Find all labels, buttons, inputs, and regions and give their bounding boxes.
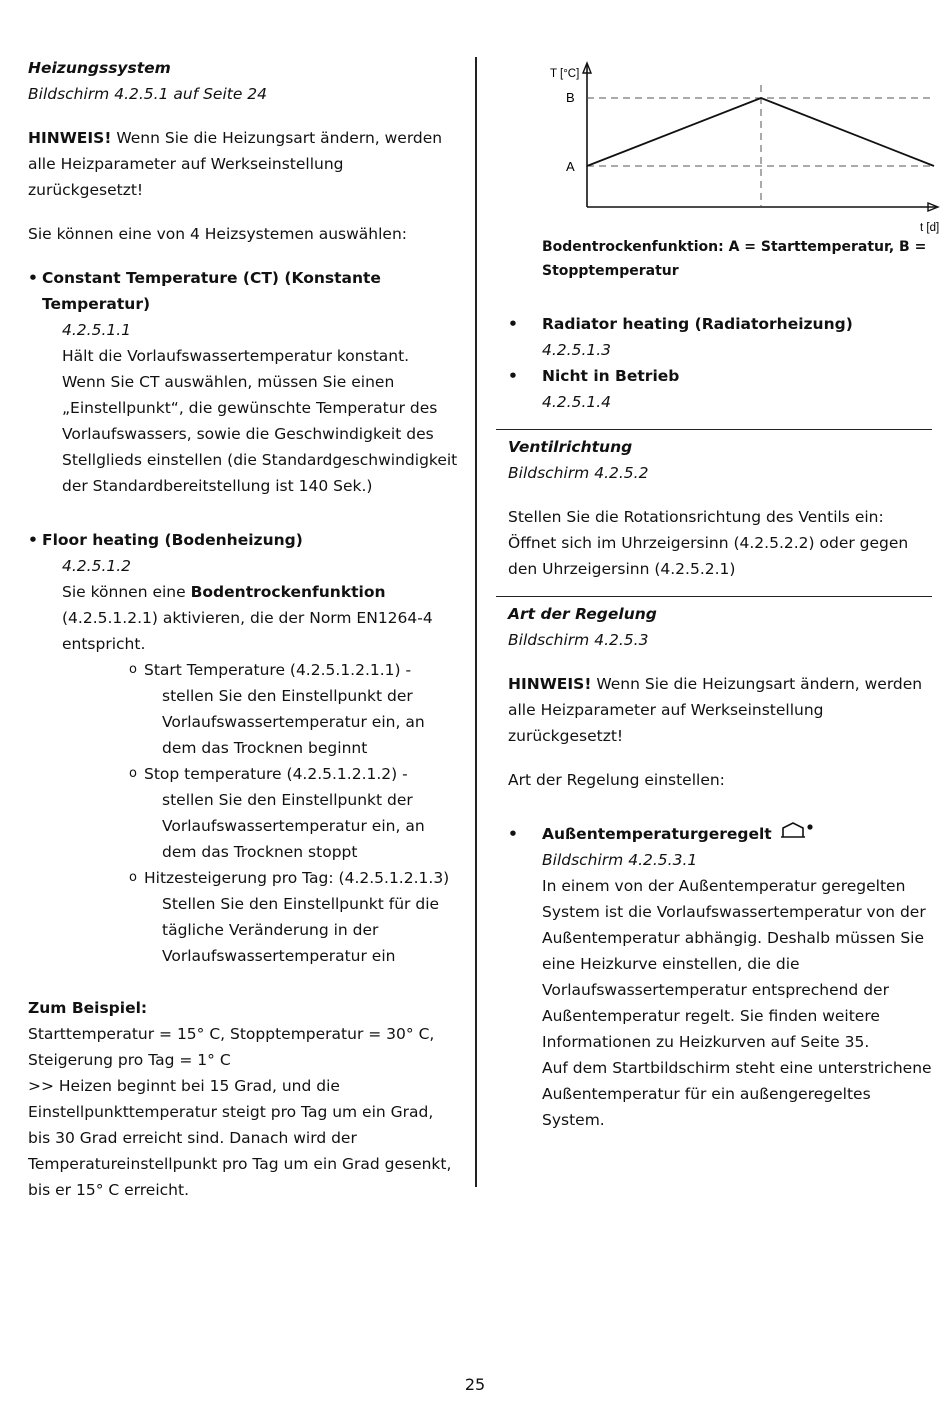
- ct-line: Stellglieds einstellen (die Standardgeschwindigkeit: [62, 451, 458, 469]
- outdoor-line: System ist die Vorlaufswassertemperatur von der: [542, 903, 926, 921]
- outdoor-line: eine Heizkurve einstellen, die die: [542, 955, 800, 973]
- floor-text-1: [28, 579, 458, 605]
- notice-right: [508, 671, 936, 697]
- sub-line: dem das Trocknen stoppt: [162, 843, 358, 861]
- notice-label-right: HINWEIS!: [508, 675, 592, 693]
- sub-line: dem das Trocknen beginnt: [162, 739, 368, 757]
- sub-marker: o: [129, 870, 137, 885]
- page-number: 25: [464, 1375, 486, 1394]
- sub-line: Stellen Sie den Einstellpunkt für die: [162, 895, 440, 913]
- section-rule: [496, 429, 932, 430]
- example-line: >> Heizen beginnt bei 15 Grad, und die: [28, 1077, 340, 1095]
- valve-line: Öffnet sich im Uhrzeigersinn (4.2.5.2.2) oder gegen: [508, 534, 909, 552]
- sub-line: tägliche Veränderung in der: [162, 921, 379, 939]
- ct-line: Hält die Vorlaufswassertemperatur konstant.: [62, 347, 410, 365]
- notice: [28, 125, 458, 151]
- section-rule: [496, 596, 932, 597]
- example-title: Zum Beispiel:: [28, 999, 148, 1017]
- drying-curve: [587, 98, 934, 166]
- section-ref: Bildschirm 4.2.5.1 auf Seite 24: [28, 85, 268, 103]
- sub-marker: o: [129, 662, 137, 677]
- house-outdoor-icon: [780, 821, 816, 841]
- bullet-dot: •: [508, 315, 518, 333]
- ct-title: • Constant Temperature (CT) (Konstante Temperatur): [28, 265, 458, 317]
- ct-line: der Standardbereitstellung ist 140 Sek.): [62, 477, 373, 495]
- example-line: bis er 15° C erreicht.: [28, 1181, 189, 1199]
- outdoor-line: Auf dem Startbildschirm steht eine unterstrichene: [542, 1059, 932, 1077]
- radiator-title-text: Radiator heating (Radiatorheizung): [542, 315, 853, 333]
- left-column: [28, 55, 458, 1203]
- control-intro: Art der Regelung einstellen:: [508, 771, 725, 789]
- sub-line: Start Temperature (4.2.5.1.2.1.1) -: [144, 661, 412, 679]
- sub-line: Vorlaufswassertemperatur ein: [162, 947, 396, 965]
- outdoor-title-text: Außentemperaturgeregelt: [542, 825, 772, 843]
- ct-line: Wenn Sie CT auswählen, müssen Sie einen: [62, 373, 395, 391]
- notice-text-1: Wenn Sie die Heizungsart ändern, werden: [111, 129, 443, 147]
- outdoor-title: [508, 821, 936, 847]
- off-ref: 4.2.5.1.4: [542, 393, 612, 411]
- example-line: Einstellpunkttemperatur steigt pro Tag um ein Grad,: [28, 1103, 434, 1121]
- valve-ref: Bildschirm 4.2.5.2: [508, 464, 649, 482]
- floor-ref: 4.2.5.1.2: [62, 557, 132, 575]
- intro-text: Sie können eine von 4 Heizsystemen auswählen:: [28, 225, 408, 243]
- floor-drying-chart: [542, 55, 942, 235]
- sub-line: Vorlaufswassertemperatur ein, an: [162, 713, 425, 731]
- bullet-dot: •: [508, 367, 518, 385]
- sub-item-stop: [28, 761, 458, 787]
- notice-text-right-1: Wenn Sie die Heizungsart ändern, werden: [591, 675, 923, 693]
- notice-text-right-2: alle Heizparameter auf Werkseinstellung: [508, 701, 824, 719]
- sub-line: Vorlaufswassertemperatur ein, an: [162, 817, 425, 835]
- example-line: bis 30 Grad erreicht sind. Danach wird der: [28, 1129, 357, 1147]
- outdoor-line: Außentemperatur für ein außengeregeltes: [542, 1085, 871, 1103]
- example-line: Starttemperatur = 15° C, Stopptemperatur = 30° C,: [28, 1025, 435, 1043]
- control-ref: Bildschirm 4.2.5.3: [508, 631, 649, 649]
- outdoor-line: In einem von der Außentemperatur geregelten: [542, 877, 906, 895]
- control-title: Art der Regelung: [508, 605, 657, 623]
- notice-label: HINWEIS!: [28, 129, 112, 147]
- y-axis-label: T [°C]: [550, 68, 580, 80]
- notice-text-3: zurückgesetzt!: [28, 181, 144, 199]
- sub-line: Hitzesteigerung pro Tag: (4.2.5.1.2.1.3): [144, 869, 450, 887]
- outdoor-line: Vorlaufswassertemperatur entsprechend der: [542, 981, 889, 999]
- ct-line: Vorlaufswassers, sowie die Geschwindigkeit des: [62, 425, 434, 443]
- notice-text-2: alle Heizparameter auf Werkseinstellung: [28, 155, 344, 173]
- valve-title: Ventilrichtung: [508, 438, 633, 456]
- sub-item-start: [28, 657, 458, 683]
- sub-line: Stop temperature (4.2.5.1.2.1.2) -: [144, 765, 408, 783]
- notice-text-right-3: zurückgesetzt!: [508, 727, 624, 745]
- outdoor-line: Informationen zu Heizkurven auf Seite 35.: [542, 1033, 870, 1051]
- sub-line: stellen Sie den Einstellpunkt der: [162, 687, 413, 705]
- floor-text-1b: Bodentrockenfunktion: [190, 583, 386, 601]
- radiator-title: [508, 311, 936, 337]
- x-axis-label: t [d]: [920, 222, 940, 234]
- sub-line: stellen Sie den Einstellpunkt der: [162, 791, 413, 809]
- outdoor-line: System.: [542, 1111, 605, 1129]
- off-title: [508, 363, 936, 389]
- floor-title: • Floor heating (Bodenheizung): [28, 527, 458, 553]
- ct-line: „Einstellpunkt“, die gewünschte Temperatur des: [62, 399, 438, 417]
- chart-caption-2: Stopptemperatur: [542, 263, 679, 279]
- radiator-ref: 4.2.5.1.3: [542, 341, 612, 359]
- chart-caption-1: Bodentrockenfunktion: A = Starttemperatur, B =: [542, 239, 927, 255]
- sub-item-increase: [28, 865, 458, 891]
- valve-line: Stellen Sie die Rotationsrichtung des Ventils ein:: [508, 508, 884, 526]
- outdoor-line: Außentemperatur regelt. Sie finden weitere: [542, 1007, 880, 1025]
- floor-text-3: entspricht.: [62, 635, 146, 653]
- section-title-heating-system: Heizungssystem: [28, 59, 171, 77]
- right-column: [508, 55, 940, 1133]
- floor-text-2: (4.2.5.1.2.1) aktivieren, die der Norm EN1264-4: [62, 609, 433, 627]
- outdoor-line: Außentemperatur abhängig. Deshalb müssen Sie: [542, 929, 925, 947]
- bullet-dot: •: [508, 825, 518, 843]
- ct-ref: 4.2.5.1.1: [62, 321, 132, 339]
- valve-line: den Uhrzeigersinn (4.2.5.2.1): [508, 560, 736, 578]
- sub-marker: o: [129, 766, 137, 781]
- column-divider: [475, 57, 477, 1187]
- off-title-text: Nicht in Betrieb: [542, 367, 680, 385]
- outdoor-ref: Bildschirm 4.2.5.3.1: [542, 851, 698, 869]
- floor-text-1a: Sie können eine: [62, 583, 191, 601]
- tick-label-b: B: [566, 90, 575, 105]
- example-line: Temperatureinstellpunkt pro Tag um ein Grad gesenkt,: [28, 1155, 452, 1173]
- tick-label-a: A: [566, 159, 575, 174]
- example-line: Steigerung pro Tag = 1° C: [28, 1051, 231, 1069]
